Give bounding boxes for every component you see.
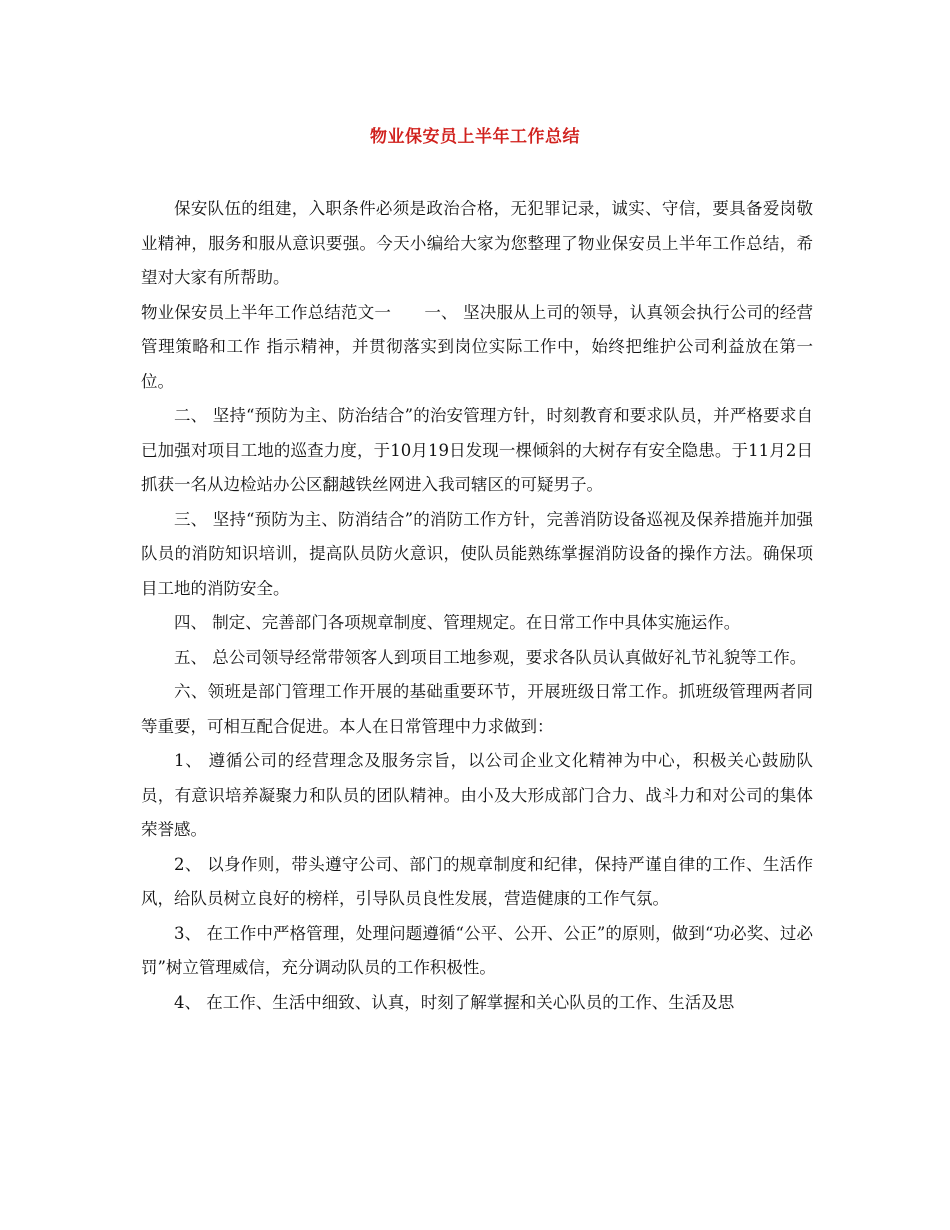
paragraph-item-1: 1、 遵循公司的经营理念及服务宗旨，以公司企业文化精神为中心，积极关心鼓励队员，有意识培养凝聚力和队员的团队精神。由小及大形成部门合力、战斗力和对公司的集体荣誉感。 [141,751,813,839]
document-title: 物业保安员上半年工作总结 [370,127,580,147]
paragraph-section-4: 四、 制定、完善部门各项规章制度、管理规定。在日常工作中具体实施运作。 [174,613,741,632]
paragraph-section-2: 二、 坚持“预防为主、防治结合”的治安管理方针，时刻教育和要求队员，并严格要求自已加强对项目工地的巡查力度，于10月19日发现一棵倾斜的大树存有安全隐患。于11月2日抓获一名从边检站办公区翻越铁丝网进入我司辖区的可疑男子。 [141,406,813,494]
paragraph-section-1: 物业保安员上半年工作总结范文一 一、 坚决服从上司的领导，认真领会执行公司的经营管理策略和工作 指示精神，并贯彻落实到岗位实际工作中，始终把维护公司利益放在第一位。 [141,302,813,391]
document-body [141,192,813,1020]
paragraph-item-4: 4、 在工作、生活中细致、认真，时刻了解掌握和关心队员的工作、生活及思 [174,992,735,1012]
paragraph-item-2: 2、 以身作则，带头遵守公司、部门的规章制度和纪律，保持严谨自律的工作、生活作风，给队员树立良好的榜样，引导队员良性发展，营造健康的工作气氛。 [141,854,813,908]
paragraph-section-3: 三、 坚持“预防为主、防消结合”的消防工作方针，完善消防设备巡视及保养措施并加强队员的消防知识培训，提高队员防火意识，使队员能熟练掌握消防设备的操作方法。确保项目工地的消防安全。 [141,509,813,598]
paragraph-intro: 保安队伍的组建，入职条件必须是政治合格，无犯罪记录，诚实、守信，要具备爱岗敬业精神，服务和服从意识要强。今天小编给大家为您整理了物业保安员上半年工作总结，希望对大家有所帮助。 [141,199,813,287]
paragraph-section-6: 六、领班是部门管理工作开展的基础重要环节，开展班级日常工作。抓班级管理两者同等重要，可相互配合促进。本人在日常管理中力求做到： [141,682,813,736]
paragraph-section-5: 五、 总公司领导经常带领客人到项目工地参观，要求各队员认真做好礼节礼貌等工作。 [174,647,807,667]
paragraph-item-3: 3、 在工作中严格管理，处理问题遵循“公平、公开、公正”的原则，做到“功必奖、过必罚”树立管理威信，充分调动队员的工作积极性。 [141,923,813,977]
